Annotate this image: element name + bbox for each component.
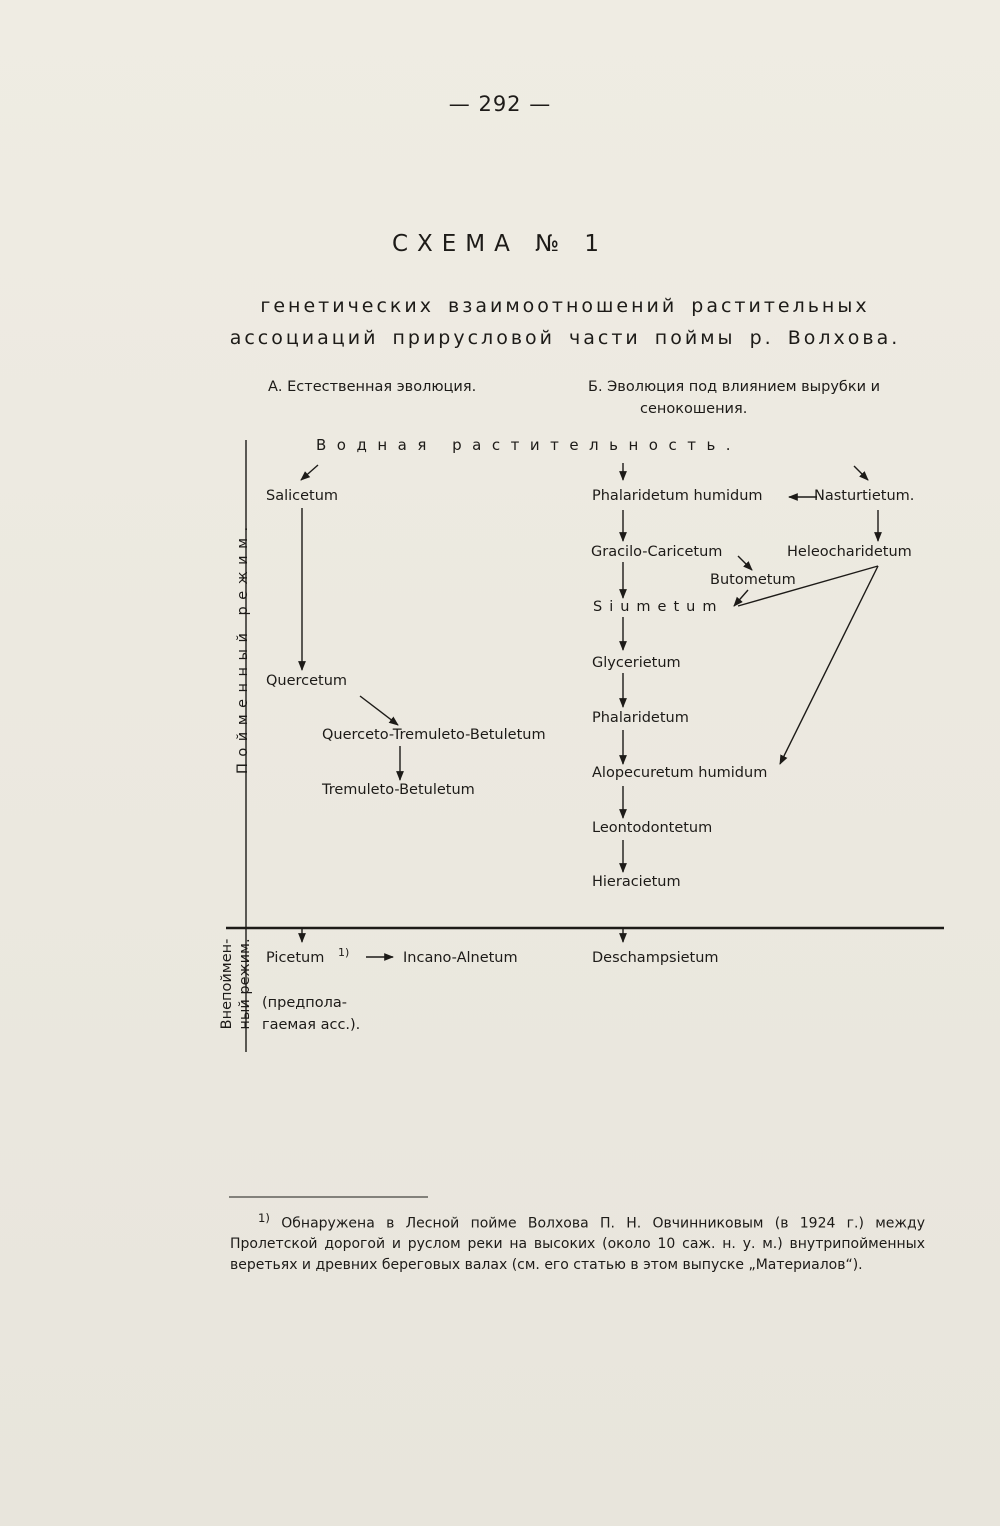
- node-quercetum: Quercetum: [266, 673, 348, 689]
- node-alopecuretum-humidum: Alopecuretum humidum: [592, 765, 768, 781]
- picetum-footnote-marker: 1): [338, 946, 350, 959]
- node-siumetum: Siumetum: [593, 599, 724, 615]
- node-incano-alnetum: Incano-Alnetum: [403, 950, 518, 966]
- column-b-heading-line2: сенокошения.: [640, 401, 748, 417]
- node-glycerietum: Glycerietum: [592, 655, 681, 671]
- node-leontodontetum: Leontodontetum: [592, 820, 713, 836]
- footnote-marker: 1): [258, 1211, 270, 1225]
- arrow-gracilo-to-butometum: [738, 556, 752, 570]
- node-gracilo-caricetum: Gracilo-Caricetum: [591, 544, 723, 560]
- footnote: [230, 1208, 925, 1275]
- water-vegetation-label: Водная растительность.: [316, 436, 742, 454]
- node-phalaridetum-humidum: Phalaridetum humidum: [592, 488, 763, 504]
- arrow-water-to-nasturtietum: [854, 466, 868, 480]
- arrow-heleocharidetum-to-alopecuretum: [780, 566, 878, 764]
- node-tremuleto-betuletum: Tremuleto-Betuletum: [322, 782, 475, 798]
- outside-regime-label-line2: ный режим.: [237, 938, 253, 1030]
- scheme-title: СХЕМА № 1: [391, 231, 609, 257]
- node-picetum: Picetum: [266, 950, 325, 966]
- footnote-text: Обнаружена в Лесной пойме Волхова П. Н. Овчинниковым (в 1924 г.) между Пролетской дорогой и руслом реки на высоких (около 10 саж. н. у. м.) внутрипойменных веретьях и древних береговых валах (см. его статью в этом выпуске „Материалов“).: [230, 1215, 925, 1273]
- node-salicetum: Salicetum: [266, 488, 339, 504]
- page-number: — 292 —: [448, 92, 552, 116]
- arrow-quercetum-to-querceto-tremuleto: [360, 696, 398, 725]
- node-nasturtietum: Nasturtietum.: [814, 488, 915, 504]
- column-b-heading-line1: Б. Эволюция под влиянием вырубки и: [588, 379, 881, 395]
- node-querceto-tremuleto-betuletum: Querceto-Tremuleto-Betuletum: [322, 727, 546, 743]
- floodplain-regime-label: Пойменный режим.: [235, 520, 251, 774]
- arrow-water-to-salicetum: [301, 465, 318, 480]
- column-a-heading: А. Естественная эволюция.: [268, 379, 477, 395]
- node-deschampsietum: Deschampsietum: [592, 950, 719, 966]
- node-heleocharidetum: Heleocharidetum: [787, 544, 912, 560]
- node-hieracietum: Hieracietum: [592, 874, 681, 890]
- scheme-subtitle: генетических взаимоотношений растительных ассоциаций прирусловой части поймы р. Волхова.: [229, 295, 901, 349]
- picetum-remark-line1: (предпола-: [262, 995, 348, 1011]
- node-phalaridetum: Phalaridetum: [592, 710, 689, 726]
- picetum-remark-line2: гаемая асс.).: [262, 1017, 361, 1033]
- outside-regime-label-line1: Внепоймен-: [219, 938, 235, 1030]
- node-butometum: Butometum: [710, 572, 796, 588]
